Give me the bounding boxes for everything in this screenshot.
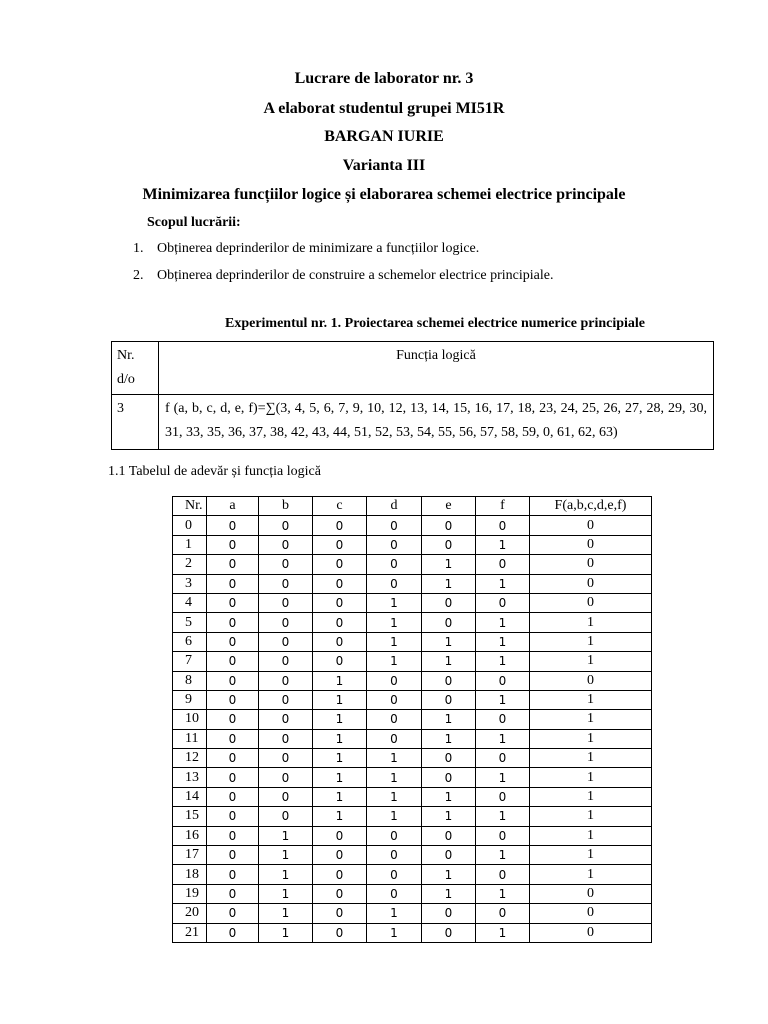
cell-nr: 3 xyxy=(173,574,207,593)
cell-b: 0 xyxy=(259,807,313,826)
cell-output: 0 xyxy=(530,574,652,593)
column-header-b: b xyxy=(259,497,313,516)
cell-a: 0 xyxy=(207,807,259,826)
truth-table-header-row xyxy=(173,497,652,516)
cell-b: 1 xyxy=(259,884,313,903)
cell-b: 0 xyxy=(259,787,313,806)
cell-c: 0 xyxy=(313,904,367,923)
cell-c: 0 xyxy=(313,613,367,632)
cell-nr: 8 xyxy=(173,671,207,690)
table-row xyxy=(173,768,652,787)
cell-e: 1 xyxy=(422,884,476,903)
cell-nr: 16 xyxy=(173,826,207,845)
cell-b: 0 xyxy=(259,690,313,709)
table-row xyxy=(173,729,652,748)
cell-a: 0 xyxy=(207,749,259,768)
cell-e: 0 xyxy=(422,613,476,632)
function-table-header-row xyxy=(112,342,714,395)
function-table xyxy=(111,341,714,450)
cell-f: 1 xyxy=(476,613,530,632)
cell-f: 0 xyxy=(476,787,530,806)
cell-output: 1 xyxy=(530,613,652,632)
cell-f: 0 xyxy=(476,593,530,612)
work-topic: Minimizarea funcțiilor logice și elaborarea schemei electrice principale xyxy=(142,186,626,203)
cell-b: 0 xyxy=(259,729,313,748)
scope-item-1 xyxy=(133,241,479,257)
lab-title: Lucrare de laborator nr. 3 xyxy=(294,70,474,87)
cell-output: 0 xyxy=(530,884,652,903)
cell-b: 1 xyxy=(259,826,313,845)
cell-d: 1 xyxy=(367,787,422,806)
student-name: BARGAN IURIE xyxy=(324,128,444,145)
table-row xyxy=(173,923,652,942)
cell-nr: 6 xyxy=(173,632,207,651)
table-row xyxy=(173,535,652,554)
cell-a: 0 xyxy=(207,923,259,942)
cell-a: 0 xyxy=(207,690,259,709)
cell-e: 0 xyxy=(422,749,476,768)
table-row xyxy=(173,807,652,826)
cell-a: 0 xyxy=(207,904,259,923)
cell-e: 1 xyxy=(422,632,476,651)
table-row xyxy=(173,632,652,651)
cell-nr: 12 xyxy=(173,749,207,768)
scope-item-2 xyxy=(133,268,553,284)
order-number-cell: 3 xyxy=(112,395,159,450)
cell-e: 1 xyxy=(422,652,476,671)
cell-e: 0 xyxy=(422,768,476,787)
cell-d: 0 xyxy=(367,884,422,903)
cell-e: 0 xyxy=(422,826,476,845)
cell-b: 0 xyxy=(259,768,313,787)
cell-c: 0 xyxy=(313,826,367,845)
cell-d: 1 xyxy=(367,593,422,612)
column-header-f: f xyxy=(476,497,530,516)
cell-b: 0 xyxy=(259,652,313,671)
scope-item-number: 2. xyxy=(133,268,144,283)
cell-b: 0 xyxy=(259,613,313,632)
cell-b: 0 xyxy=(259,555,313,574)
cell-e: 1 xyxy=(422,787,476,806)
cell-d: 0 xyxy=(367,535,422,554)
cell-d: 1 xyxy=(367,652,422,671)
cell-c: 1 xyxy=(313,671,367,690)
cell-c: 0 xyxy=(313,574,367,593)
cell-d: 1 xyxy=(367,768,422,787)
table-row xyxy=(173,826,652,845)
scope-item-text: Obținerea deprinderilor de construire a schemelor electrice principiale. xyxy=(157,268,554,283)
cell-output: 1 xyxy=(530,749,652,768)
cell-b: 0 xyxy=(259,593,313,612)
table-row xyxy=(173,710,652,729)
column-header-output: F(a,b,c,d,e,f) xyxy=(530,497,652,516)
cell-nr: 17 xyxy=(173,846,207,865)
cell-a: 0 xyxy=(207,768,259,787)
table-row xyxy=(173,904,652,923)
table-row xyxy=(173,555,652,574)
cell-output: 0 xyxy=(530,555,652,574)
column-header-nr: Nr. xyxy=(173,497,207,516)
column-header-d: d xyxy=(367,497,422,516)
cell-f: 0 xyxy=(476,826,530,845)
cell-nr: 4 xyxy=(173,593,207,612)
cell-a: 0 xyxy=(207,884,259,903)
cell-nr: 1 xyxy=(173,535,207,554)
cell-d: 0 xyxy=(367,690,422,709)
cell-d: 0 xyxy=(367,516,422,535)
cell-c: 0 xyxy=(313,516,367,535)
cell-c: 1 xyxy=(313,807,367,826)
table-row xyxy=(173,884,652,903)
cell-a: 0 xyxy=(207,613,259,632)
cell-e: 1 xyxy=(422,865,476,884)
cell-d: 0 xyxy=(367,826,422,845)
cell-a: 0 xyxy=(207,729,259,748)
cell-nr: 11 xyxy=(173,729,207,748)
column-header-a: a xyxy=(207,497,259,516)
cell-c: 0 xyxy=(313,865,367,884)
cell-a: 0 xyxy=(207,710,259,729)
order-number-header: Nr. d/o xyxy=(112,342,159,395)
cell-nr: 21 xyxy=(173,923,207,942)
truth-table-title: 1.1 Tabelul de adevăr și funcția logică xyxy=(108,464,321,479)
table-row xyxy=(173,671,652,690)
cell-c: 0 xyxy=(313,846,367,865)
cell-nr: 5 xyxy=(173,613,207,632)
cell-nr: 2 xyxy=(173,555,207,574)
cell-f: 1 xyxy=(476,729,530,748)
cell-output: 0 xyxy=(530,671,652,690)
cell-c: 0 xyxy=(313,555,367,574)
cell-e: 1 xyxy=(422,710,476,729)
cell-output: 1 xyxy=(530,787,652,806)
cell-a: 0 xyxy=(207,846,259,865)
cell-output: 0 xyxy=(530,904,652,923)
scope-title: Scopul lucrării: xyxy=(147,215,241,230)
cell-d: 1 xyxy=(367,632,422,651)
cell-output: 0 xyxy=(530,923,652,942)
table-row xyxy=(173,787,652,806)
cell-d: 1 xyxy=(367,923,422,942)
cell-b: 0 xyxy=(259,574,313,593)
cell-a: 0 xyxy=(207,826,259,845)
cell-f: 0 xyxy=(476,865,530,884)
cell-d: 1 xyxy=(367,807,422,826)
table-row xyxy=(173,574,652,593)
table-row xyxy=(173,593,652,612)
cell-c: 1 xyxy=(313,729,367,748)
logic-function-header: Funcția logică xyxy=(159,342,714,395)
cell-d: 0 xyxy=(367,671,422,690)
cell-output: 1 xyxy=(530,768,652,787)
cell-c: 0 xyxy=(313,923,367,942)
cell-f: 1 xyxy=(476,535,530,554)
cell-d: 0 xyxy=(367,555,422,574)
cell-nr: 13 xyxy=(173,768,207,787)
cell-e: 0 xyxy=(422,690,476,709)
column-header-e: e xyxy=(422,497,476,516)
cell-c: 1 xyxy=(313,768,367,787)
cell-b: 1 xyxy=(259,923,313,942)
cell-a: 0 xyxy=(207,555,259,574)
truth-table xyxy=(172,496,652,943)
cell-f: 0 xyxy=(476,671,530,690)
cell-nr: 14 xyxy=(173,787,207,806)
cell-a: 0 xyxy=(207,593,259,612)
cell-c: 1 xyxy=(313,749,367,768)
student-group-line: A elaborat studentul grupei MI51R xyxy=(263,100,505,117)
cell-f: 0 xyxy=(476,904,530,923)
cell-a: 0 xyxy=(207,535,259,554)
cell-c: 0 xyxy=(313,652,367,671)
cell-e: 0 xyxy=(422,535,476,554)
cell-d: 0 xyxy=(367,865,422,884)
cell-output: 0 xyxy=(530,516,652,535)
cell-output: 0 xyxy=(530,593,652,612)
cell-b: 0 xyxy=(259,710,313,729)
cell-c: 1 xyxy=(313,690,367,709)
cell-f: 1 xyxy=(476,923,530,942)
cell-output: 1 xyxy=(530,826,652,845)
table-row xyxy=(173,516,652,535)
cell-b: 0 xyxy=(259,749,313,768)
table-row xyxy=(173,749,652,768)
cell-output: 1 xyxy=(530,807,652,826)
cell-output: 0 xyxy=(530,535,652,554)
truth-table-body xyxy=(173,516,652,943)
cell-e: 0 xyxy=(422,671,476,690)
cell-d: 1 xyxy=(367,904,422,923)
cell-f: 1 xyxy=(476,807,530,826)
cell-c: 0 xyxy=(313,884,367,903)
cell-f: 0 xyxy=(476,710,530,729)
cell-a: 0 xyxy=(207,865,259,884)
cell-a: 0 xyxy=(207,787,259,806)
cell-a: 0 xyxy=(207,574,259,593)
cell-f: 1 xyxy=(476,846,530,865)
cell-output: 1 xyxy=(530,690,652,709)
table-row xyxy=(173,652,652,671)
cell-f: 0 xyxy=(476,555,530,574)
cell-e: 1 xyxy=(422,574,476,593)
cell-nr: 10 xyxy=(173,710,207,729)
cell-b: 1 xyxy=(259,846,313,865)
cell-b: 1 xyxy=(259,904,313,923)
column-header-c: c xyxy=(313,497,367,516)
logic-function-cell: f (a, b, c, d, e, f)=∑(3, 4, 5, 6, 7, 9, 10, 12, 13, 14, 15, 16, 17, 18, 23, 24, 25, 26, 27, 28, 29, 30, 31, 33, 35, 36, 37, 38, 42, 43, 44, 51, 52, 53, 54, 55, 56, 57, 58, 59, 0, 61, 62, 63) xyxy=(159,395,714,450)
cell-f: 1 xyxy=(476,690,530,709)
cell-output: 1 xyxy=(530,632,652,651)
cell-d: 1 xyxy=(367,613,422,632)
cell-nr: 18 xyxy=(173,865,207,884)
cell-a: 0 xyxy=(207,671,259,690)
cell-c: 1 xyxy=(313,710,367,729)
scope-item-text: Obținerea deprinderilor de minimizare a funcțiilor logice. xyxy=(157,241,480,256)
cell-output: 1 xyxy=(530,710,652,729)
cell-d: 0 xyxy=(367,729,422,748)
table-row xyxy=(173,690,652,709)
cell-output: 1 xyxy=(530,729,652,748)
cell-b: 0 xyxy=(259,516,313,535)
cell-e: 0 xyxy=(422,593,476,612)
cell-e: 0 xyxy=(422,846,476,865)
cell-output: 1 xyxy=(530,652,652,671)
cell-c: 0 xyxy=(313,632,367,651)
cell-nr: 7 xyxy=(173,652,207,671)
cell-d: 0 xyxy=(367,574,422,593)
cell-f: 1 xyxy=(476,652,530,671)
scope-item-number: 1. xyxy=(133,241,144,256)
cell-e: 0 xyxy=(422,516,476,535)
cell-d: 0 xyxy=(367,846,422,865)
cell-c: 1 xyxy=(313,787,367,806)
table-row xyxy=(173,865,652,884)
cell-a: 0 xyxy=(207,632,259,651)
cell-output: 1 xyxy=(530,865,652,884)
cell-e: 1 xyxy=(422,555,476,574)
cell-a: 0 xyxy=(207,516,259,535)
cell-f: 1 xyxy=(476,574,530,593)
cell-d: 0 xyxy=(367,710,422,729)
cell-b: 1 xyxy=(259,865,313,884)
cell-c: 0 xyxy=(313,593,367,612)
function-table-row xyxy=(112,395,714,450)
cell-b: 0 xyxy=(259,671,313,690)
cell-nr: 15 xyxy=(173,807,207,826)
table-row xyxy=(173,613,652,632)
cell-b: 0 xyxy=(259,632,313,651)
cell-e: 1 xyxy=(422,807,476,826)
cell-b: 0 xyxy=(259,535,313,554)
cell-nr: 19 xyxy=(173,884,207,903)
table-row xyxy=(173,846,652,865)
cell-a: 0 xyxy=(207,652,259,671)
cell-f: 0 xyxy=(476,516,530,535)
cell-e: 1 xyxy=(422,729,476,748)
cell-c: 0 xyxy=(313,535,367,554)
experiment-title: Experimentul nr. 1. Proiectarea schemei electrice numerice principiale xyxy=(224,316,645,331)
cell-nr: 0 xyxy=(173,516,207,535)
cell-output: 1 xyxy=(530,846,652,865)
cell-e: 0 xyxy=(422,904,476,923)
variant-title: Varianta III xyxy=(342,157,426,174)
cell-f: 0 xyxy=(476,749,530,768)
cell-d: 1 xyxy=(367,749,422,768)
cell-f: 1 xyxy=(476,768,530,787)
cell-f: 1 xyxy=(476,632,530,651)
cell-f: 1 xyxy=(476,884,530,903)
cell-nr: 20 xyxy=(173,904,207,923)
cell-nr: 9 xyxy=(173,690,207,709)
cell-e: 0 xyxy=(422,923,476,942)
